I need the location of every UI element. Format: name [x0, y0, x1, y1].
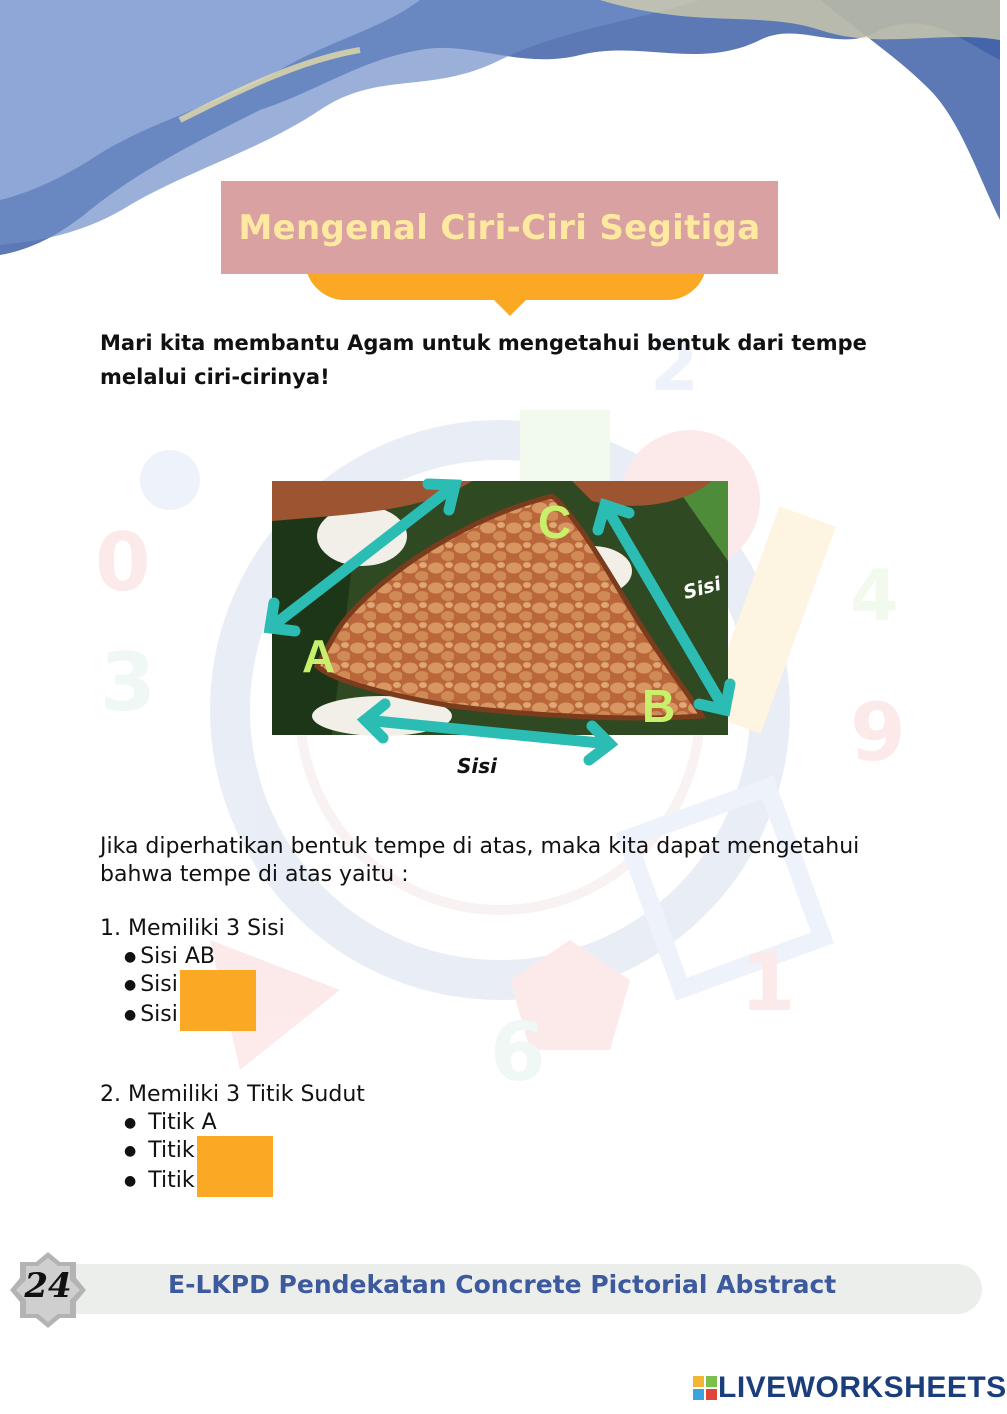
svg-text:9: 9: [850, 686, 906, 779]
list-item: [124, 1001, 256, 1029]
answer-blank-side-3[interactable]: [180, 1000, 256, 1031]
paragraph-line-1: Jika diperhatikan bentuk tempe di atas, maka kita dapat mengetahui: [100, 834, 860, 859]
title-banner: [221, 181, 778, 274]
side-ab-arrow: [365, 720, 610, 744]
point-label-b: B: [642, 680, 676, 732]
liveworksheets-logo-icon: [692, 1375, 718, 1401]
triangle-sides-overlay: [240, 470, 760, 790]
list-item: [124, 971, 256, 999]
point-label-c: C: [538, 496, 572, 548]
svg-text:3: 3: [100, 636, 156, 729]
bullet-dot: ●: [124, 949, 137, 965]
bullet-dot: ●: [124, 1143, 137, 1159]
side-label-right: Sisi: [680, 572, 724, 604]
svg-text:1: 1: [740, 936, 796, 1029]
list-item-label: Sisi AB: [140, 944, 216, 969]
footer-title: E-LKPD Pendekatan Concrete Pictorial Abstract: [168, 1270, 837, 1299]
list-item-label: Sisi: [140, 1002, 178, 1027]
svg-text:6: 6: [490, 1006, 546, 1099]
liveworksheets-brand[interactable]: [692, 1371, 1007, 1405]
side-ca-arrow: [270, 485, 455, 628]
list-item-label: Sisi: [140, 972, 178, 997]
paragraph-line-2: bahwa tempe di atas yaitu :: [100, 862, 409, 887]
list-item-label: Titik A: [148, 1110, 217, 1135]
answer-blank-vertex-2[interactable]: [197, 1136, 273, 1167]
svg-text:4: 4: [850, 555, 899, 637]
list-item-label: Titik: [148, 1138, 195, 1163]
bullet-dot: ●: [124, 1115, 137, 1131]
list-item: [124, 1109, 217, 1137]
intro-line-2: melalui ciri-cirinya!: [100, 365, 330, 389]
intro-text: [100, 326, 880, 394]
list-sides-title: 1. Memiliki 3 Sisi: [100, 916, 285, 941]
observation-paragraph: [100, 833, 900, 889]
list-item-label: Titik: [148, 1168, 195, 1193]
list-item: [124, 943, 215, 971]
brand-name: LIVEWORKSHEETS: [718, 1371, 1007, 1404]
list-vertices-title: 2. Memiliki 3 Titik Sudut: [100, 1082, 365, 1107]
title-banner-pointer: [490, 296, 530, 316]
point-label-a: A: [302, 630, 336, 682]
list-item: [124, 1137, 273, 1165]
answer-blank-vertex-3[interactable]: [197, 1166, 273, 1197]
page-number: 24: [24, 1266, 72, 1306]
page-title: Mengenal Ciri-Ciri Segitiga: [238, 207, 761, 248]
bullet-dot: ●: [124, 1007, 137, 1023]
bullet-dot: ●: [124, 977, 137, 993]
bullet-dot: ●: [124, 1173, 137, 1189]
list-item: [124, 1167, 273, 1195]
intro-line-1: Mari kita membantu Agam untuk mengetahui bentuk dari tempe: [100, 331, 867, 355]
answer-blank-side-2[interactable]: [180, 970, 256, 1001]
svg-text:0: 0: [95, 516, 151, 609]
side-label-bottom: Sisi: [457, 754, 498, 778]
svg-text:2: 2: [650, 325, 699, 407]
